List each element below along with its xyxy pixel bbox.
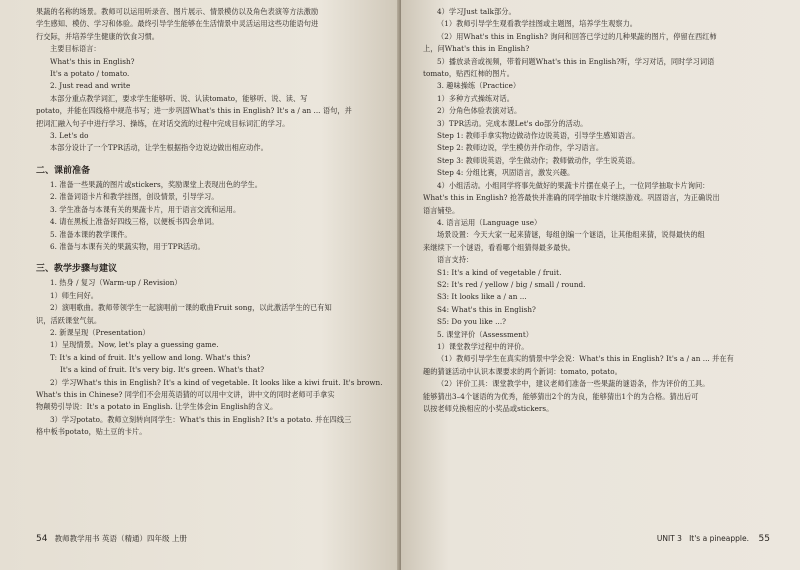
text-line: It's a kind of fruit. It's very big. It's green. What's that?: [60, 365, 265, 375]
list-item: 6. 准备与本课有关的果蔬实物，用于TPR活动。: [50, 241, 205, 251]
text-line: 识，活跃课堂气氛。: [36, 315, 102, 325]
text-line: S4: What's this in English?: [437, 304, 536, 314]
page-number: 55: [758, 534, 770, 544]
text-line: S3: It looks like a / an ...: [437, 292, 527, 302]
text-line: S1: It's a kind of vegetable / fruit.: [437, 267, 562, 277]
text-line: 4）学习Just talk部分。: [437, 7, 516, 16]
text-line: 学生感知、模仿、学习和体验。最终引导学生能够在生活情景中灵活运用这些功能语句进: [36, 19, 319, 29]
text-line: 5. 课堂评价（Assessment）: [437, 329, 534, 339]
text-line: 格中板书potato，贴土豆的卡片。: [36, 427, 147, 437]
text-line: （2）评价工具：课堂教学中，建议老师们准备一些果蔬的谜语条，作为评价的工具。: [437, 379, 710, 389]
text-line: S5: Do you like ...?: [437, 317, 507, 327]
text-line: What's this in English? 抢答最快并准确的同学抽取卡片继续游戏。巩固语言，为正确说出: [423, 193, 720, 203]
list-item: 3. 学生准备与本课有关的果蔬卡片，用于语言交流和运用。: [50, 204, 241, 214]
text-line: 3）TPR活动。完成本课Let's do部分的活动。: [437, 118, 588, 128]
left-page-body: [36, 6, 387, 439]
text-line: T: It's a kind of fruit. It's yellow and long. What's this?: [50, 352, 251, 362]
text-line: 主要目标语言：: [50, 44, 101, 54]
text-line: Step 4: 分组比赛，巩固语言，激发兴趣。: [437, 168, 575, 178]
text-line: 本部分重点教学词汇，要求学生能够听、说、认读tomato，能够听、说、读、写: [50, 93, 308, 103]
text-line: （2）用What's this in English? 询问和回答已学过的几种果蔬的图片，停留在西红柿: [437, 31, 717, 41]
text-line: 物颠势引导说：It's a potato in English. 让学生体会in English的含义。: [36, 402, 278, 412]
text-line: 4. 语言运用（Language use）: [437, 217, 542, 227]
text-line: 以按老师兑换相应的小奖品或stickers。: [423, 404, 554, 413]
text-line: 本部分设计了一个TPR活动，让学生根据指令边说边做出相应动作。: [50, 143, 268, 153]
text-line: 2）分角色体验表演对话。: [437, 106, 522, 116]
running-footer: 教师教学用书 英语（精通）四年级 上册: [54, 534, 187, 543]
text-line: 2. 新课呈现（Presentation）: [50, 327, 150, 337]
text-line: 1. 热身 / 复习（Warm-up / Revision）: [50, 278, 182, 288]
text-line: 来继续下一个谜语，看看哪个组猜得最多最快。: [423, 242, 575, 252]
text-line: 能够猜出3–4个谜语的为优秀，能够猜出2个的为良，能够猜出1个的为合格。猜出后可: [423, 391, 699, 401]
list-item: 5. 准备本课的教学课件。: [50, 229, 132, 239]
text-line: 语言支持：: [437, 255, 474, 265]
text-line: tomato，贴西红柿的图片。: [423, 69, 514, 79]
text-line: （1）教师引导学生观看教学挂图或主题图，培养学生观察力。: [437, 19, 638, 29]
text-line: 果蔬的名称的场景。教师可以运用听录音、图片展示、情景模仿以及角色表演等方法激励: [36, 7, 319, 16]
text-line: potato，并能在四线格中规范书写；进一步巩固What's this in English? It's a / an ... 语句，并: [36, 106, 352, 116]
text-line: Step 2: 教师边说，学生模仿并作动作，学习语言。: [437, 143, 604, 153]
text-line: 1）师生问好。: [50, 290, 99, 300]
text-line: 5）播放录音或视频，带着问题What's this in English?听，学习对话，同时学习词语: [437, 56, 715, 66]
text-line: 2）演唱歌曲。教师带领学生一起演唱前一课的歌曲Fruit song，以此激活学生的已有知: [50, 303, 332, 313]
text-line: 3. Let's do: [50, 131, 89, 141]
list-item: 4. 请在黑板上准备好四线三格，以便板书四会单词。: [50, 217, 219, 227]
section-heading: 三、教学步骤与建议: [36, 264, 118, 275]
text-line: 1）课堂教学过程中的评价。: [437, 341, 529, 351]
text-line: 上，问What's this in English?: [423, 44, 530, 54]
text-line: 4）小组活动。小组同学将事先做好的果蔬卡片摆在桌子上，一位同学抽取卡片询问：: [437, 180, 710, 190]
text-line: It's a potato / tomato.: [50, 69, 130, 79]
text-line: 把词汇融入句子中进行学习、操练，在对话交流的过程中完成目标词汇的学习。: [36, 118, 290, 128]
text-line: 行交际，并培养学生健康的饮食习惯。: [36, 31, 160, 41]
text-line: 3. 趣味操练（Practice）: [437, 81, 521, 91]
text-line: What's this in English?: [50, 56, 135, 66]
right-page: [401, 0, 800, 570]
text-line: Step 1: 教师手拿实物边做动作边说英语，引导学生感知语言。: [437, 131, 640, 141]
unit-title: It's a pineapple.: [689, 534, 749, 543]
text-line: Step 3: 教师说英语，学生做动作；教师做动作，学生说英语。: [437, 155, 640, 165]
text-line: 2）学习What's this in English? It's a kind of vegetable. It looks like a kiwi fruit. It's brown.: [50, 377, 383, 387]
section-heading: 二、课前准备: [36, 165, 91, 176]
text-line: 2. Just read and write: [50, 81, 131, 91]
list-item: 2. 准备词语卡片和教学挂图，创设情景，引导学习。: [50, 192, 219, 202]
list-item: 1. 准备一些果蔬的图片或stickers，奖励课堂上表现出色的学生。: [50, 179, 263, 189]
text-line: 语言铺垫。: [423, 205, 460, 215]
text-line: 趣的猜谜活动中认识本课要求的两个新词：tomato, potato。: [423, 366, 622, 376]
text-line: 1）多种方式操练对话。: [437, 93, 514, 103]
text-line: 场景设置：今天大家一起来猜谜，每组创编一个谜语，让其他组来猜，说得最快的组: [437, 230, 705, 240]
text-line: What's this in Chinese? 同学们不会用英语猜的可以用中文讲，讲中文的同时老师可手拿实: [36, 389, 335, 399]
page-number: 54: [36, 534, 48, 544]
right-page-body: [423, 6, 772, 415]
text-line: 1）呈现情景。Now, let's play a guessing game.: [50, 340, 219, 350]
text-line: 3）学习potato。教师立刻转向同学生：What's this in English? It's a potato. 并在四线三: [50, 414, 352, 424]
unit-label: UNIT 3: [656, 534, 682, 543]
page-footer: [36, 533, 187, 544]
page-footer: [657, 534, 770, 544]
text-line: S2: It's red / yellow / big / small / round.: [437, 279, 586, 289]
text-line: （1）教师引导学生在真实的情景中学会说：What's this in English? It's a / an ... 并在有: [437, 354, 734, 364]
